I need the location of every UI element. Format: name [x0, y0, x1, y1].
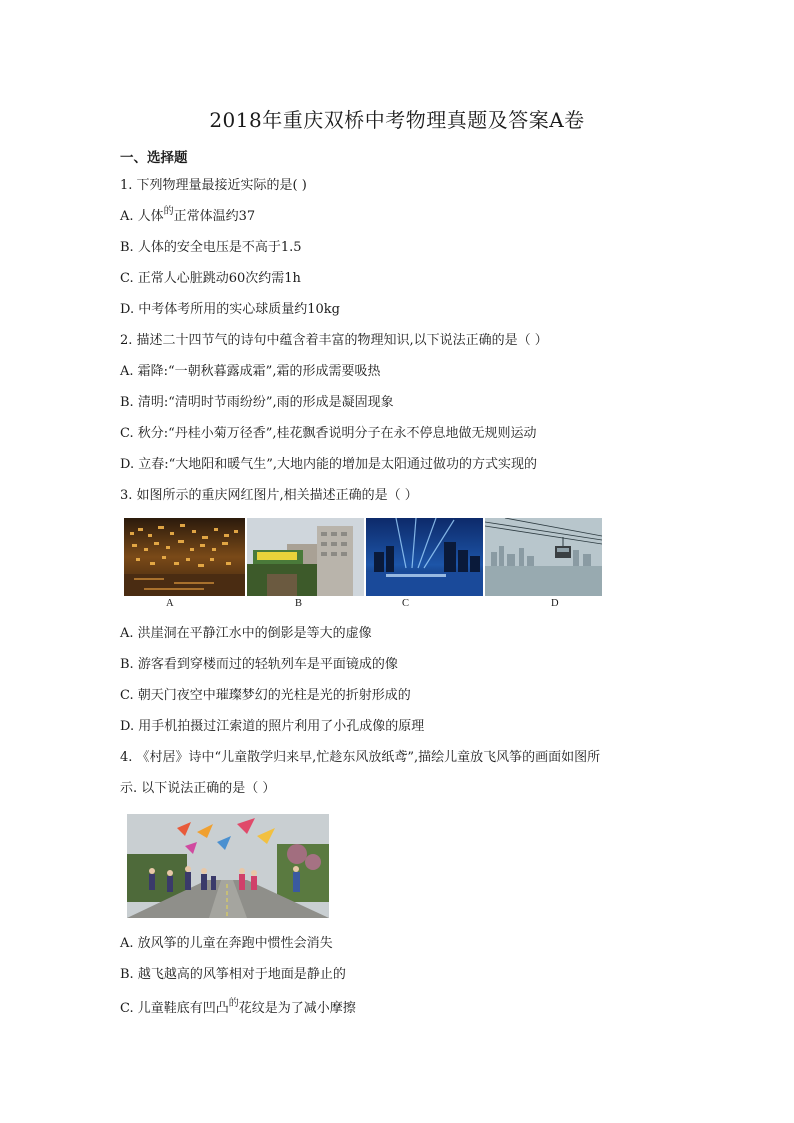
photo-a-hongyadong — [124, 518, 245, 596]
option-c-superscript: 的 — [228, 998, 239, 1009]
question-3-stem: 3. 如图所示的重庆网红图片,相关描述正确的是（ ） — [120, 488, 418, 503]
option-a-suffix: 正常体温约37 — [173, 209, 256, 224]
question-2-stem: 2. 描述二十四节气的诗句中蕴含着丰富的物理知识,以下说法正确的是（ ） — [120, 333, 548, 348]
photo-label-c: C — [402, 598, 410, 609]
question-1-option-a — [120, 208, 255, 227]
photo-b-light-rail — [247, 518, 364, 596]
question-1-stem: 1. 下列物理量最接近实际的是( ) — [120, 178, 307, 193]
photo-label-b: B — [295, 598, 303, 609]
question-4-stem-line-1: 4. 《村居》诗中“儿童散学归来早,忙趁东风放纸鸢”,描绘儿童放飞风筝的画面如图所 — [120, 750, 601, 765]
photo-label-d: D — [551, 598, 559, 609]
photo-d-cableway — [485, 518, 602, 596]
question-2-option-d: D. 立春:“大地阳和暖气生”,大地内能的增加是太阳通过做功的方式实现的 — [120, 457, 538, 472]
question-4-option-a: A. 放风筝的儿童在奔跑中惯性会消失 — [120, 936, 333, 951]
question-2-option-a: A. 霜降:“一朝秋暮露成霜”,霜的形成需要吸热 — [120, 364, 381, 379]
question-3-option-a: A. 洪崖洞在平静江水中的倒影是等大的虚像 — [120, 626, 372, 641]
question-3-option-b: B. 游客看到穿楼而过的轻轨列车是平面镜成的像 — [120, 657, 398, 672]
page-title: 2018年重庆双桥中考物理真题及答案A卷 — [209, 108, 585, 132]
section-heading: 一、选择题 — [120, 150, 188, 166]
photo-children-kites — [127, 814, 329, 918]
question-4-option-c — [120, 1000, 356, 1019]
option-a-superscript: 的 — [163, 206, 174, 217]
option-a-prefix: A. 人体 — [120, 209, 164, 224]
photo-label-a: A — [166, 598, 174, 609]
question-1-option-c: C. 正常人心脏跳动60次约需1h — [120, 271, 301, 286]
option-c-prefix: C. 儿童鞋底有凹凸 — [120, 1001, 229, 1016]
question-1-option-d: D. 中考体考所用的实心球质量约10kg — [120, 302, 340, 317]
option-c-suffix: 花纹是为了减小摩擦 — [238, 1001, 356, 1016]
question-3-option-d: D. 用手机拍摄过江索道的照片利用了小孔成像的原理 — [120, 719, 425, 734]
question-1-option-b: B. 人体的安全电压是不高于1.5 — [120, 240, 302, 255]
question-3-option-c: C. 朝天门夜空中璀璨梦幻的光柱是光的折射形成的 — [120, 688, 411, 703]
question-2-option-b: B. 清明:“清明时节雨纷纷”,雨的形成是凝固现象 — [120, 395, 394, 410]
photo-c-chaotianmen — [366, 518, 483, 596]
question-2-option-c: C. 秋分:“丹桂小菊万径香”,桂花飘香说明分子在永不停息地做无规则运动 — [120, 426, 537, 441]
question-4-stem-line-2: 示. 以下说法正确的是（ ） — [120, 781, 276, 796]
question-4-option-b: B. 越飞越高的风筝相对于地面是静止的 — [120, 967, 346, 982]
